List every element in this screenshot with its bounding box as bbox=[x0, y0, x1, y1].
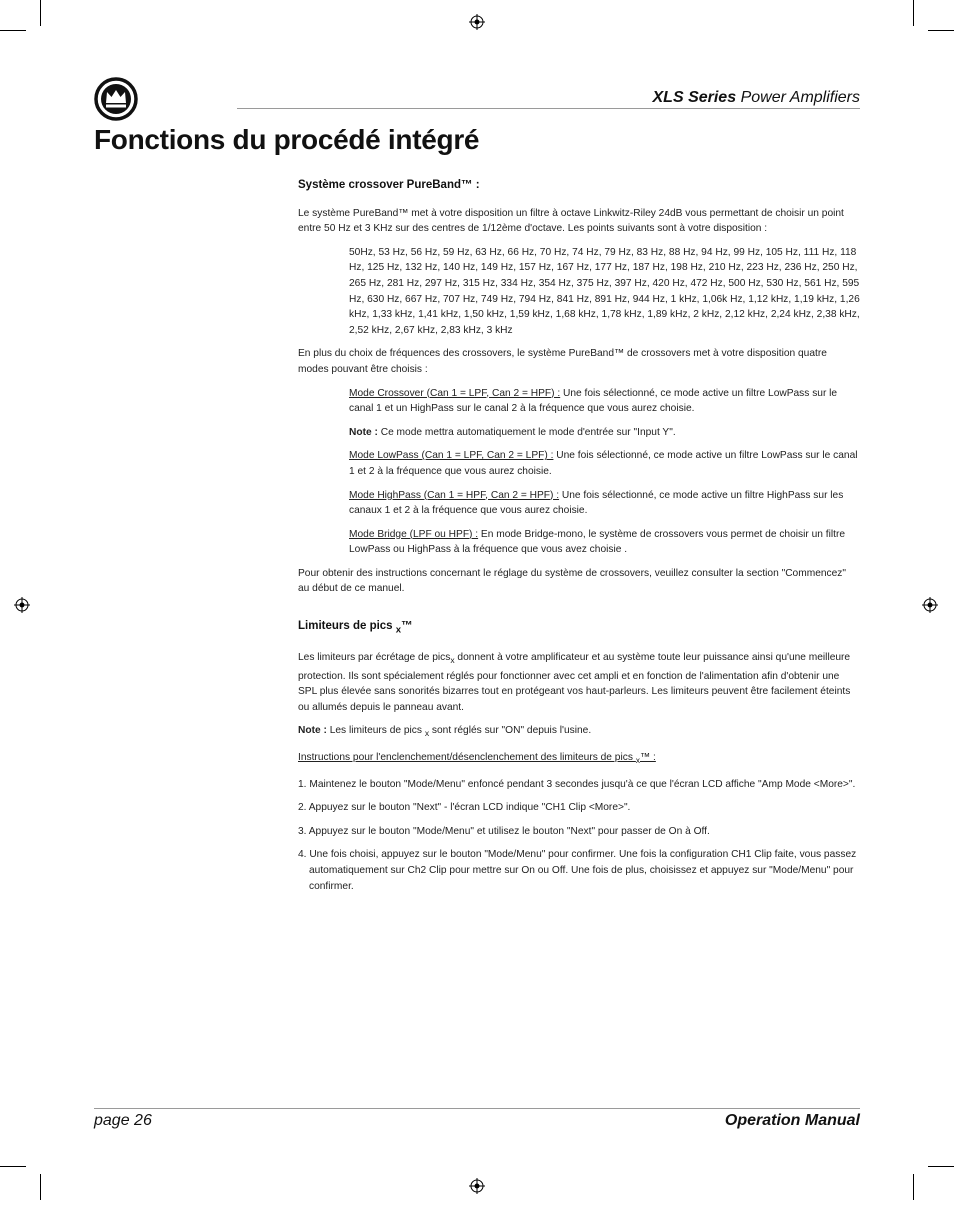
registration-mark-icon bbox=[469, 14, 485, 30]
mode-bridge: Mode Bridge (LPF ou HPF) : En mode Bridge-mono, le système de crossovers vous permet de choisir un filtre LowPass ou HighPass à la fréquence que vous avez choisie . bbox=[349, 528, 846, 556]
crossover-heading: Système crossover PureBand™ : bbox=[298, 179, 480, 191]
mode-crossover: Mode Crossover (Can 1 = LPF, Can 2 = HPF) : Une fois sélectionné, ce mode active un filtre LowPass sur le canal 1 et un HighPass sur le canal 2 à la fréquence que vous aurez choisie. bbox=[349, 387, 838, 415]
modes-intro: En plus du choix de fréquences des crossovers, le système PureBand™ de crossovers met à votre disposition quatre modes pouvant être choisis : bbox=[298, 348, 827, 375]
limiters-heading: Limiteurs de pics $_x$™ bbox=[298, 620, 413, 636]
list-item: 3. Appuyez sur le bouton "Mode/Menu" et utilisez le bouton "Next" pour passer de On à Off. bbox=[298, 825, 710, 837]
crop-mark bbox=[40, 1174, 41, 1200]
crown-logo bbox=[94, 77, 236, 121]
header-rule bbox=[237, 108, 860, 109]
manual-title: Operation Manual bbox=[724, 1112, 860, 1129]
registration-mark-icon bbox=[14, 597, 30, 613]
mode-lowpass: Mode LowPass (Can 1 = LPF, Can 2 = LPF) : Une fois sélectionné, ce mode active un filtre LowPass sur le canal 1 et 2 à la fréquence que vous aurez choisie. bbox=[349, 450, 858, 477]
limiters-note: Note : Les limiteurs de pics $_x$ sont réglés sur "ON" depuis l'usine. bbox=[298, 725, 592, 739]
registration-mark-icon bbox=[469, 1178, 485, 1194]
crop-mark bbox=[40, 0, 41, 26]
list-item: 4. Une fois choisi, appuyez sur le bouton "Mode/Menu" pour confirmer. Une fois la configuration CH1 Clip faite, vous passez automatiquement sur Ch2 Clip pour mettre sur On ou Off. Une fois de plus, choisissez et appuyez sur "Mode/Menu" pour confirmer. bbox=[298, 849, 857, 892]
limiters-instructions-title: Instructions pour l'enclenchement/désenclenchement des limiteurs de pics $_x$™ : bbox=[298, 751, 656, 766]
crop-mark bbox=[0, 1166, 26, 1167]
crop-mark bbox=[928, 30, 954, 31]
list-item: 2. Appuyez sur le bouton "Next" - l'écran LCD indique "CH1 Clip <More>". bbox=[298, 802, 631, 814]
crossover-intro: Le système PureBand™ met à votre disposition un filtre à octave Linkwitz-Riley 24dB vous permettant de choisir un point entre 50 Hz et 3 KHz sur des centres de 1/12ème d'octave. Les points suivants sont à votre disposition : bbox=[298, 207, 844, 235]
page-title: Fonctions du procédé intégré bbox=[94, 124, 480, 155]
page-number: page 26 bbox=[94, 1112, 152, 1129]
footer-rule bbox=[94, 1108, 860, 1109]
frequency-list: 50Hz, 53 Hz, 56 Hz, 59 Hz, 63 Hz, 66 Hz, 70 Hz, 74 Hz, 79 Hz, 83 Hz, 88 Hz, 94 Hz, 99 Hz, 105 Hz, 111 Hz, 118 Hz, 125 Hz, 132 Hz, 140 Hz, 149 Hz, 157 Hz, 167 Hz, 177 Hz, 187 Hz, 198 Hz, 210 Hz, 223 Hz, 236 Hz, 250 Hz, 265 Hz, 281 Hz, 297 Hz, 315 Hz, 334 Hz, 354 Hz, 375 Hz, 397 Hz, 420 Hz, 472 Hz, 500 Hz, 530 Hz, 561 Hz, 595 Hz, 630 Hz, 667 Hz, 707 Hz, 749 Hz, 794 Hz, 841 Hz, 891 Hz, 944 Hz, 1 kHz, 1,06k Hz, 1,12 kHz, 1,19 kHz, 1,26 kHz, 1,33 kHz, 1,41 kHz, 1,50 kHz, 1,59 kHz, 1,68 kHz, 1,78 kHz, 1,89 kHz, 2 kHz, 2,12 kHz, 2,24 kHz, 2,38 kHz, 2,52 kHz, 2,67 kHz, 2,83 kHz, 3 kHz bbox=[349, 246, 860, 336]
mode-note: Note : Ce mode mettra automatiquement le mode d'entrée sur "Input Y". bbox=[349, 426, 676, 438]
registration-mark-icon bbox=[922, 597, 938, 613]
crop-mark bbox=[913, 1174, 914, 1200]
crop-mark bbox=[0, 30, 26, 31]
list-item: 1. Maintenez le bouton "Mode/Menu" enfoncé pendant 3 secondes jusqu'à ce que l'écran LCD affiche "Amp Mode <More>". bbox=[298, 778, 856, 790]
crossover-outro: Pour obtenir des instructions concernant le réglage du système de crossovers, veuillez consulter la section "Commencez" au début de ce manuel. bbox=[298, 567, 847, 595]
crop-mark bbox=[913, 0, 914, 26]
mode-highpass: Mode HighPass (Can 1 = HPF, Can 2 = HPF) : Une fois sélectionné, ce mode active un filtre HighPass sur les canaux 1 et 2 à la fréquence que vous aurez choisie. bbox=[349, 489, 844, 517]
crop-mark bbox=[928, 1166, 954, 1167]
limiters-intro: Les limiteurs par écrétage de pics$_x$ donnent à votre amplificateur et au système toute leur puissance ainsi qu'une meilleure protection. Ils sont spécialement réglés pour fonctionner avec cet ampli et en fonction de l'alimentation afin d'obtenir une SPL plus élevée sans sonorités bizarres tout en protégeant vos haut-parleurs. Les limiteurs peuvent être facilement éteints ou allumés depuis le panneau avant. bbox=[298, 651, 851, 713]
main-content bbox=[298, 178, 860, 902]
series-title: XLS Series Power Amplifiers bbox=[652, 89, 860, 106]
